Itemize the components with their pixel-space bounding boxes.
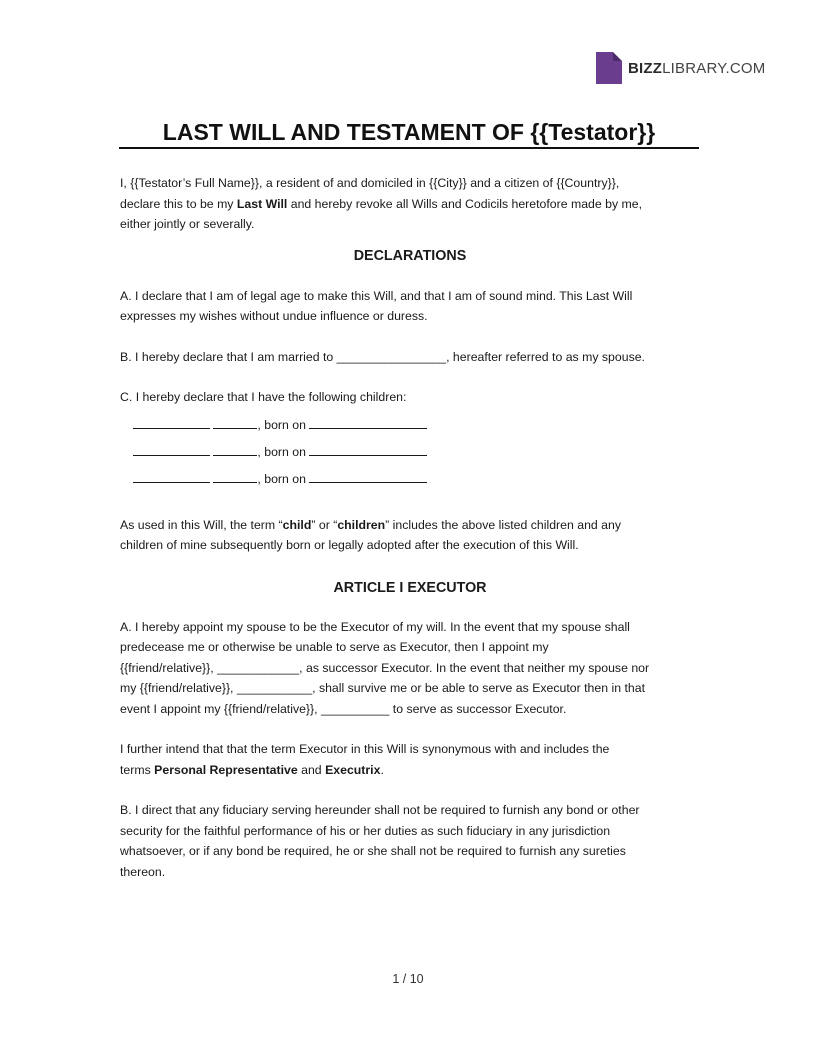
page-number: 1 / 10 [392,972,424,986]
child-name-blank[interactable] [133,441,210,456]
article-i-section-a: A. I hereby appoint my spouse to be the Executor of my will. In the event that my spouse shall predecease me or otherwise be unable to serve as Executor, then I appoint my {{friend/relative}}, ____________, as successor Executor. In the event that neither my spouse nor my {{friend/relative}}, ___________, shall survive me or be able to serve as Executor then in that event I appoint my {{friend/relative}}, __________ to serve as successor Executor. [120,619,650,716]
article-i-section-b: B. I direct that any fiduciary serving hereunder shall not be required to furnish any bond or other security for the faithful performance of his or her duties as such fiduciary in any jurisdiction whatsoever, or if any bond be required, he or she shall not be required to furnish any sureties thereon. [120,803,640,879]
child-name-blank[interactable] [213,441,257,456]
declaration-c: C. I hereby declare that I have the following children: [120,390,407,404]
child-name-blank[interactable] [213,414,257,429]
brand-name: BIZZLIBRARY.COM [628,59,766,77]
article-i-heading: ARTICLE I EXECUTOR [333,579,487,596]
declaration-b: B. I hereby declare that I am married to ________________, hereafter referred to as my spouse. [120,349,645,364]
child-birthdate-blank[interactable] [309,414,427,429]
child-birthdate-blank[interactable] [309,441,427,456]
document-title: LAST WILL AND TESTAMENT OF {{Testator}} [162,119,656,145]
document-body [120,173,700,882]
brand-logo [596,52,766,84]
declarations-heading: DECLARATIONS [353,247,467,264]
child-entry-row: , born on [120,439,700,466]
document-title-block [119,116,699,148]
document-icon [596,52,622,84]
declaration-a: A. I declare that I am of legal age to make this Will, and that I am of sound mind. This Last Will expresses my wishes without undue influence or duress. [120,288,633,323]
child-birthdate-blank[interactable] [309,468,427,483]
child-entry-row: , born on [120,412,700,439]
child-entry-row: , born on [120,466,700,493]
title-underline [119,147,699,149]
intro-paragraph: I, {{Testator’s Full Name}}, a resident of and domiciled in {{City}} and a citizen of {{Country}}, declare this to be my Last Will and hereby revoke all Wills and Codicils heretofore made by me, either jointly or severally. [120,176,643,231]
child-name-blank[interactable] [133,414,210,429]
executor-definition-paragraph: I further intend that that the term Executor in this Will is synonymous with and includes the terms Personal Representative and Executrix. [120,742,610,777]
children-term-paragraph: As used in this Will, the term “child” or “children” includes the above listed children and any children of mine subsequently born or legally adopted after the execution of this Will. [120,517,621,552]
child-name-blank[interactable] [133,468,210,483]
child-name-blank[interactable] [213,468,257,483]
